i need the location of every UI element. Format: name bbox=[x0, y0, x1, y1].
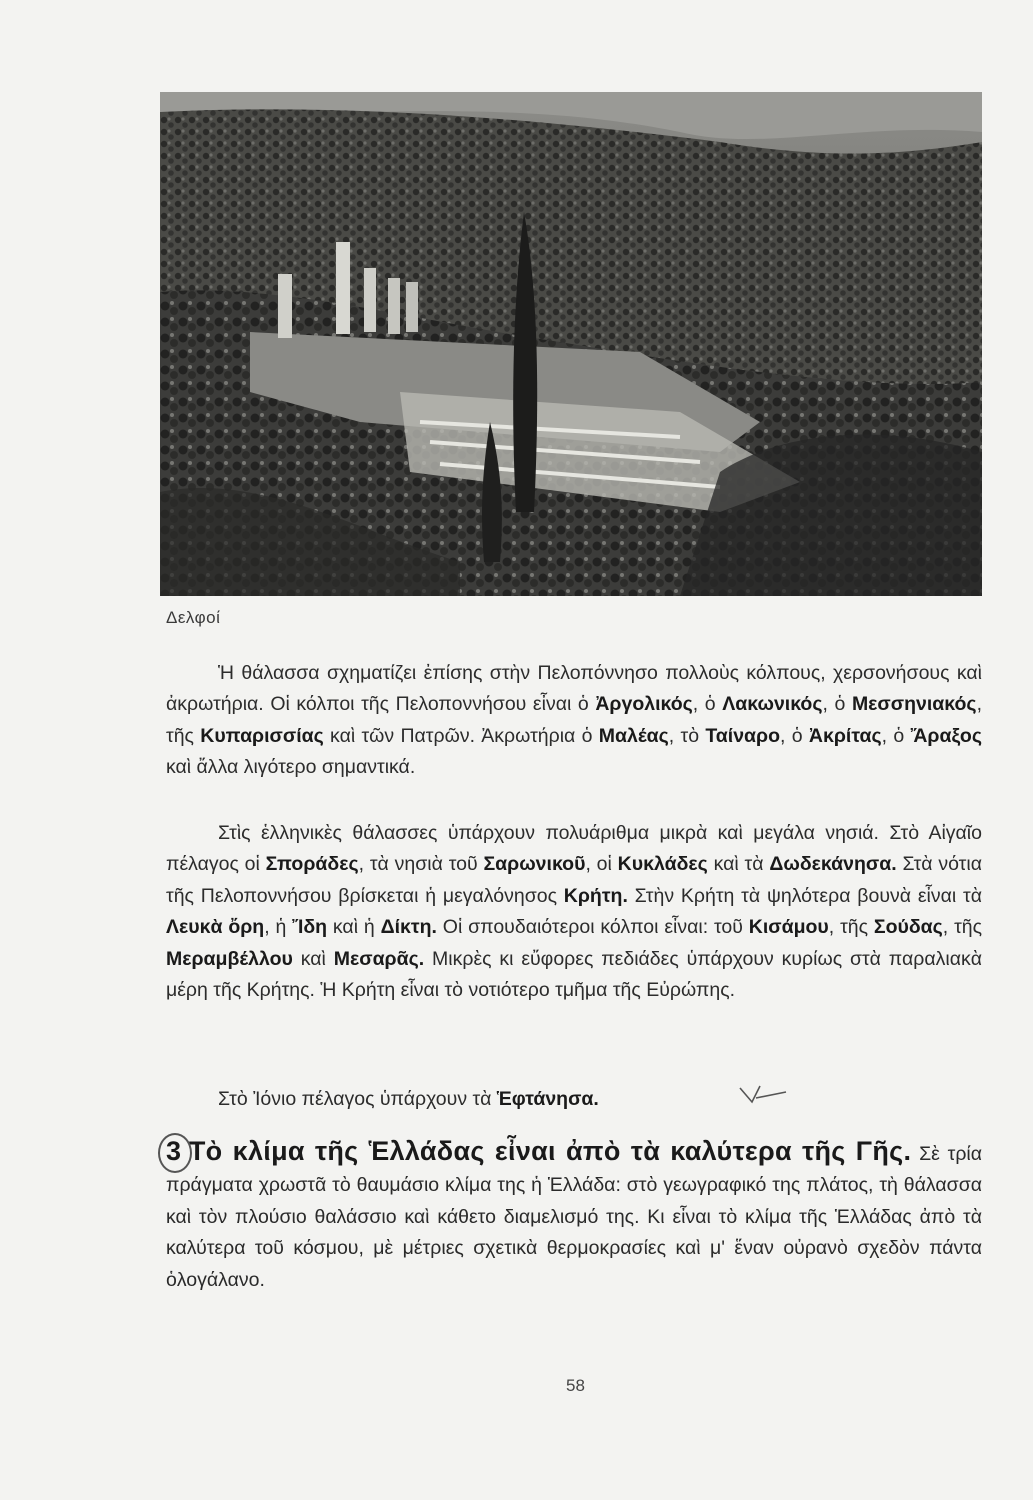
section-number: 3 bbox=[166, 1136, 181, 1166]
page-number: 58 bbox=[566, 1376, 585, 1395]
handwritten-check-mark-icon bbox=[726, 1078, 790, 1110]
photo-caption: Δελφοί bbox=[166, 608, 221, 627]
handwritten-circle-icon bbox=[158, 1133, 192, 1173]
paragraph-ionian: Στὸ Ἰόνιο πέλαγος ὑπάρχουν τὰ Ἑφτάνησα. bbox=[218, 1088, 599, 1110]
paragraph-gulfs-capes: Ἡ θάλασσα σχηματίζει ἐπίσης στὴν Πελοπόννησο πολλοὺς κόλπους, χερσονήσους καὶ ἀκρωτήρια. Οἱ κόλποι τῆς Πελοποννήσου εἶναι ὁ Ἀργολικός, ὁ Λακωνικός, ὁ Μεσσηνιακός, τῆς Κυπαρισσίας καὶ τῶν Πατρῶν. Ἀκρωτήρια ὁ Μαλέας, τὸ Ταίναρο, ὁ Ἀκρίτας, ὁ Ἄραξος καὶ ἄλλα λιγότερο σημαντικά. bbox=[166, 662, 982, 779]
section-heading: Τὸ κλίμα τῆς Ἑλλάδας εἶναι ἀπὸ τὰ καλύτερα τῆς Γῆς. bbox=[188, 1136, 912, 1166]
delphi-photograph bbox=[160, 92, 982, 596]
delphi-landscape-image bbox=[160, 92, 982, 596]
section-3-climate bbox=[166, 1136, 982, 1296]
paragraph-islands-crete: Στὶς ἑλληνικὲς θάλασσες ὑπάρχουν πολυάριθμα μικρὰ καὶ μεγάλα νησιά. Στὸ Αἰγαῖο πέλαγος οἱ Σποράδες, τὰ νησιὰ τοῦ Σαρωνικοῦ, οἱ Κυκλάδες καὶ τὰ Δωδεκάνησα. Στὰ νότια τῆς Πελοποννήσου βρίσκεται ἡ μεγαλόνησος Κρήτη. Στὴν Κρήτη τὰ ψηλότερα βουνὰ εἶναι τὰ Λευκὰ ὄρη, ἡ Ἴδη καὶ ἡ Δίκτη. Οἱ σπουδαιότεροι κόλποι εἶναι: τοῦ Κισάμου, τῆς Σούδας, τῆς Μεραμβέλλου καὶ Μεσαρᾶς. Μικρὲς κι εὔφορες πεδιάδες ὑπάρχουν κυρίως στὰ παραλιακὰ μέρη τῆς Κρήτης. Ἡ Κρήτη εἶναι τὸ νοτιότερο τμῆμα τῆς Εὐρώπης. bbox=[166, 822, 983, 1002]
section-body: Σὲ τρία πράγματα χρωστᾶ τὸ θαυμάσιο κλίμα της ἡ Ἑλλάδα: στὸ γεωγραφικό της πλάτος, τὴ θάλασσα καὶ τὸν πλούσιο θαλάσσιο καὶ κάθετο διαμελισμό της. Κι εἶναι τὸ κλίμα τῆς Ἑλλάδας ἀπὸ τὰ καλύτερα τοῦ κόσμου, μὲ μέτριες σχετικὰ θερμοκρασίες καὶ μ' ἕναν οὐρανὸ σχεδὸν πάντα ὁλογάλανο. bbox=[166, 1143, 983, 1291]
